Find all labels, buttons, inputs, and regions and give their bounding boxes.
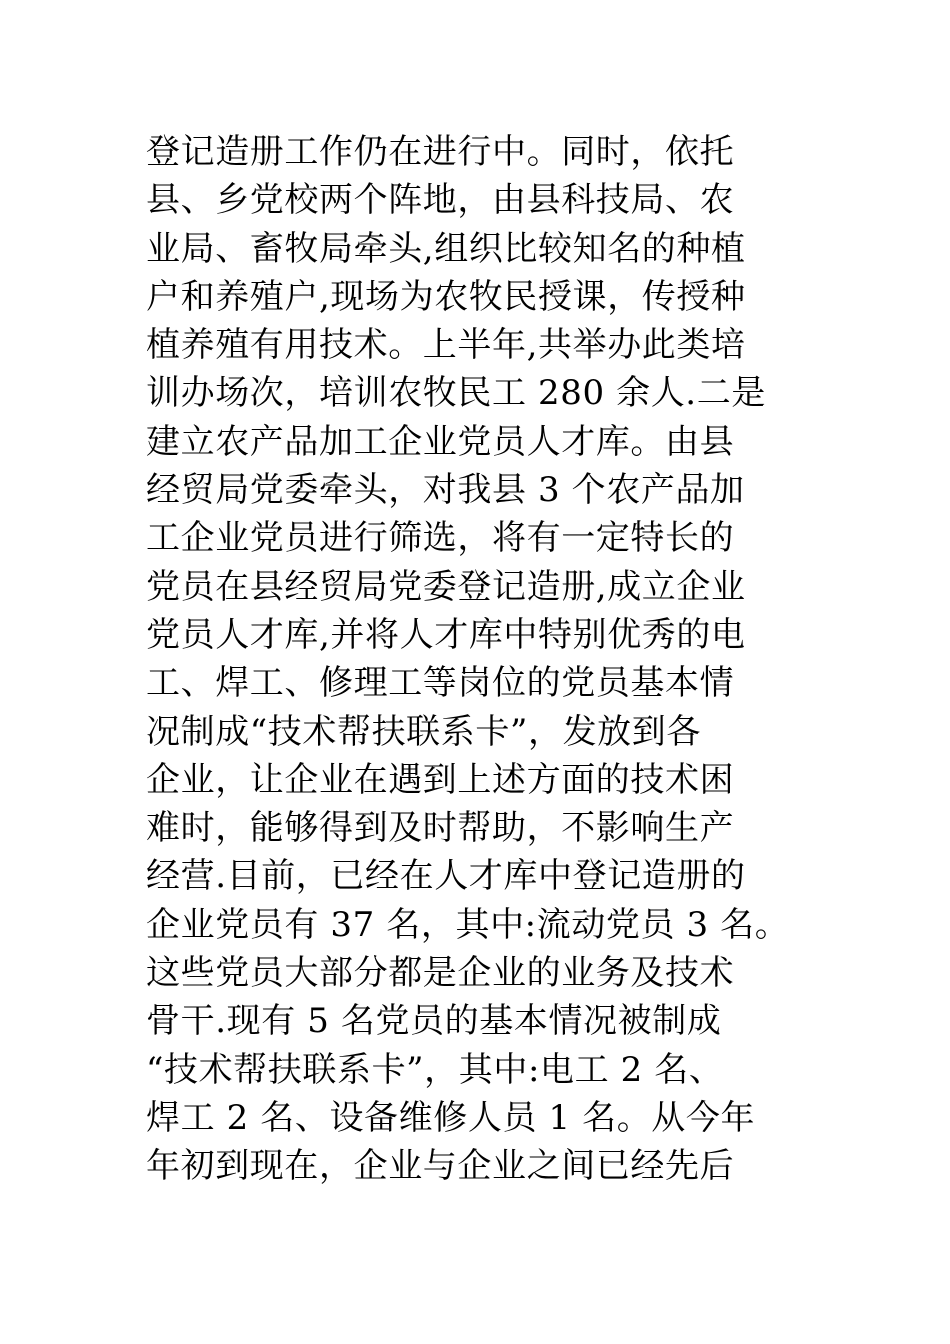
text-line: 况制成“技术帮扶联系卡”，发放到各 <box>146 711 701 752</box>
text-line: 企业，让企业在遇到上述方面的技术困 <box>146 759 735 800</box>
text-line: 县、乡党校两个阵地，由县科技局、农 <box>146 180 735 221</box>
text-line: 经营.目前，已经在人才库中登记造册的 <box>146 856 746 897</box>
text-line: 登记造册工作仍在进行中。同时，依托 <box>146 132 735 172</box>
text-line: 业局、畜牧局牵头,组织比较知名的种植 <box>146 228 746 269</box>
text-line: 骨干.现有 5 名党员的基本情况被制成 <box>146 1001 722 1042</box>
text-line: 焊工 2 名、设备维修人员 1 名。从今年 <box>146 1097 756 1138</box>
text-line: 党员人才库,并将人才库中特别优秀的电 <box>146 614 746 655</box>
text-line: 年初到现在，企业与企业之间已经先后 <box>146 1146 735 1187</box>
body-text <box>146 128 866 1191</box>
text-line: 建立农产品加工企业党员人才库。由县 <box>146 421 735 462</box>
text-line: 户和养殖户,现场为农牧民授课，传授种 <box>146 276 746 317</box>
text-line: 难时，能够得到及时帮助，不影响生产 <box>146 808 735 849</box>
text-line: “技术帮扶联系卡”，其中:电工 2 名、 <box>146 1049 724 1090</box>
text-line: 植养殖有用技术。上半年,共举办此类培 <box>146 325 746 366</box>
text-line: 训办场次，培训农牧民工 280 余人.二是 <box>146 373 766 414</box>
text-line: 这些党员大部分都是企业的业务及技术 <box>146 953 735 994</box>
text-line: 工、焊工、修理工等岗位的党员基本情 <box>146 663 735 704</box>
text-line: 企业党员有 37 名，其中:流动党员 3 名。 <box>146 904 790 945</box>
text-line: 经贸局党委牵头，对我县 3 个农产品加 <box>146 470 745 511</box>
text-line: 工企业党员进行筛选，将有一定特长的 <box>146 518 735 559</box>
text-line: 党员在县经贸局党委登记造册,成立企业 <box>146 566 746 607</box>
